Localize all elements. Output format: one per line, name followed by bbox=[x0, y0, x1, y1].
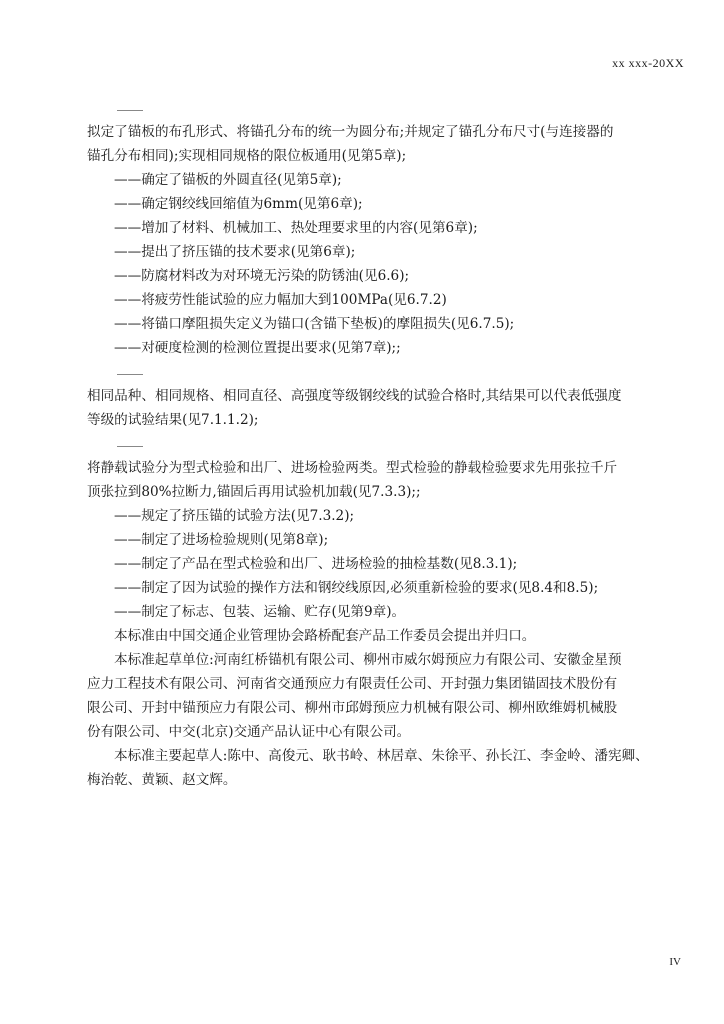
text-line: 将静载试验分为型式检验和出厂、进场检验两类。型式检验的静载检验要求先用张拉千斤 bbox=[87, 460, 618, 476]
list-item: ——提出了挤压锚的技术要求(见第6章); bbox=[114, 244, 356, 260]
list-item: ——确定钢绞线回缩值为6mm(见第6章); bbox=[114, 196, 363, 212]
list-item: ——对硬度检测的检测位置提出要求(见第7章);; bbox=[114, 340, 401, 356]
text-line: 份有限公司、中交(北京)交通产品认证中心有限公司。 bbox=[87, 724, 411, 740]
dash-separator bbox=[87, 360, 662, 384]
text-line: 顶张拉到80%拉断力,锚固后再用试验机加载(见7.3.3);; bbox=[87, 484, 421, 500]
list-item: ——将疲劳性能试验的应力幅加大到100MPa(见6.7.2) bbox=[114, 292, 447, 308]
document-code-header: xx xxx-20XX bbox=[612, 56, 684, 70]
document-body bbox=[87, 96, 662, 792]
list-item: ——制定了产品在型式检验和出厂、进场检验的抽检基数(见8.3.1); bbox=[114, 556, 518, 572]
list-item: ——制定了因为试验的操作方法和钢绞线原因,必须重新检验的要求(见8.4和8.5); bbox=[114, 580, 599, 596]
list-item: ——制定了标志、包装、运输、贮存(见第9章)。 bbox=[114, 604, 406, 620]
text-line: 拟定了锚板的布孔形式、将锚孔分布的统一为圆分布;并规定了锚孔分布尺寸(与连接器的 bbox=[87, 124, 614, 140]
text-line: 应力工程技术有限公司、河南省交通预应力有限责任公司、开封强力集团锚固技术股份有 bbox=[87, 676, 618, 692]
paragraph-line: 本标准起草单位:河南红桥锚机有限公司、柳州市威尔姆预应力有限公司、安徽金星预 bbox=[114, 652, 622, 668]
text-line: 相同品种、相同规格、相同直径、高强度等级钢绞线的试验合格时,其结果可以代表低强度 bbox=[87, 388, 622, 404]
text-line: 锚孔分布相同);实现相同规格的限位板通用(见第5章); bbox=[87, 148, 407, 164]
list-item: ——确定了锚板的外圆直径(见第5章); bbox=[114, 172, 342, 188]
dash-separator bbox=[87, 96, 662, 120]
list-item: ——规定了挤压锚的试验方法(见7.3.2); bbox=[114, 508, 355, 524]
dash-separator bbox=[87, 432, 662, 456]
list-item: ——防腐材料改为对环境无污染的防锈油(见6.6); bbox=[114, 268, 410, 284]
text-line: 限公司、开封中锚预应力有限公司、柳州市邱姆预应力机械有限公司、柳州欧维姆机械股 bbox=[87, 700, 618, 716]
list-item: ——制定了进场检验规则(见第8章); bbox=[114, 532, 329, 548]
page-number: IV bbox=[669, 956, 681, 968]
paragraph-line: 本标准由中国交通企业管理协会路桥配套产品工作委员会提出并归口。 bbox=[114, 628, 536, 644]
list-item: ——将锚口摩阻损失定义为锚口(含锚下垫板)的摩阻损失(见6.7.5); bbox=[114, 316, 515, 332]
text-line: 等级的试验结果(见7.1.1.2); bbox=[87, 412, 259, 428]
list-item: ——增加了材料、机械加工、热处理要求里的内容(见第6章); bbox=[114, 220, 478, 236]
paragraph-line: 本标准主要起草人:陈中、高俊元、耿书岭、林居章、朱徐平、孙长江、李金岭、潘宪卿、 bbox=[114, 748, 649, 764]
text-line: 梅治乾、黄颖、赵文辉。 bbox=[87, 772, 237, 788]
